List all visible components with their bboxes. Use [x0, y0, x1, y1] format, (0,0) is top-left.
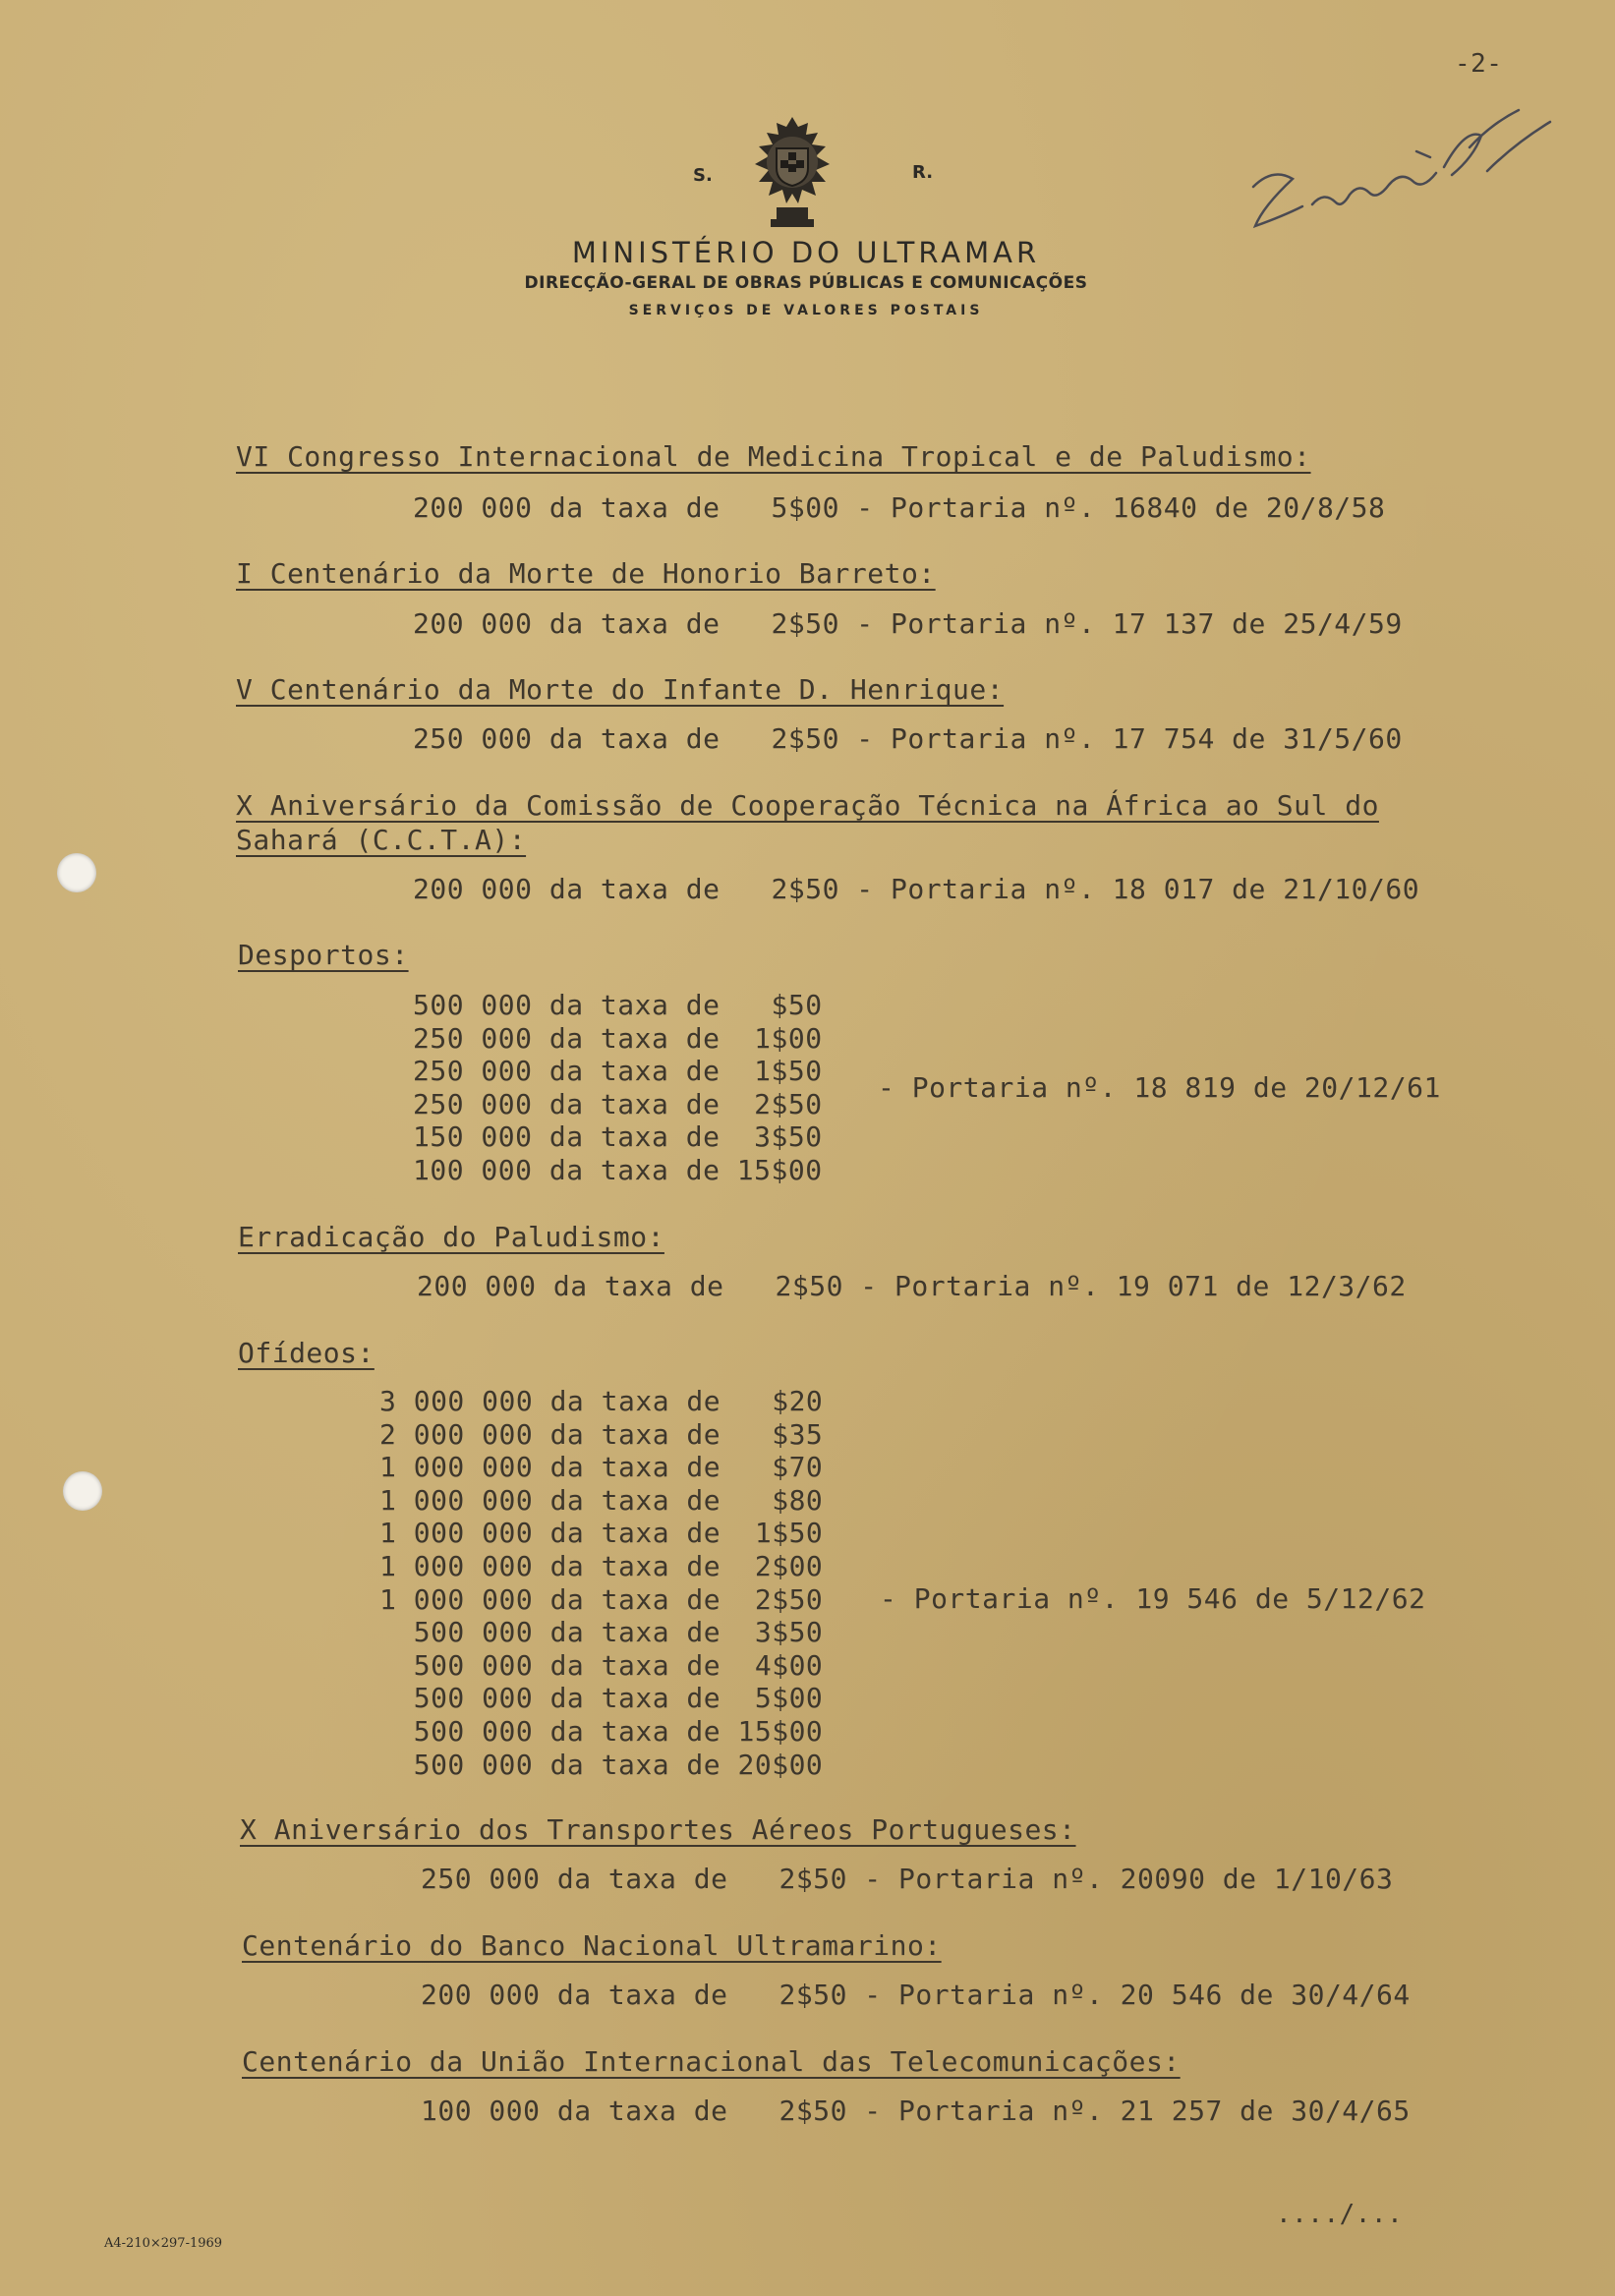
table-row: 3 000 000 da taxa de $20: [379, 1385, 824, 1417]
table-row: 500 000 da taxa de 4$00: [379, 1648, 824, 1682]
section-heading-uit: Centenário da União Internacional das Telecomunicações:: [242, 2045, 1181, 2078]
table-row: 100 000 da taxa de 15$00: [413, 1153, 823, 1186]
erradicacao-line: 200 000 da taxa de 2$50 - Portaria nº. 19 071 de 12/3/62: [417, 1270, 1407, 1302]
table-row: 500 000 da taxa de 15$00: [379, 1714, 824, 1748]
coat-of-arms-icon: [737, 113, 847, 235]
letterhead-right-letter: R.: [912, 162, 934, 183]
table-row: 150 000 da taxa de 3$50: [413, 1120, 823, 1154]
section-heading-bnu: Centenário do Banco Nacional Ultramarino:: [242, 1929, 942, 1962]
form-code: A4-210×297-1969: [104, 2236, 223, 2251]
section-line-congresso: 200 000 da taxa de 5$00 - Portaria nº. 16840 de 20/8/58: [413, 491, 1386, 524]
section-line-ccta: 200 000 da taxa de 2$50 - Portaria nº. 18 017 de 21/10/60: [413, 873, 1420, 905]
table-row: 1 000 000 da taxa de $80: [379, 1483, 824, 1517]
section-line-infante: 250 000 da taxa de 2$50 - Portaria nº. 17 754 de 31/5/60: [413, 722, 1403, 755]
punch-hole: [63, 1471, 102, 1511]
section-heading-honorio-barreto: I Centenário da Morte de Honorio Barreto:: [236, 557, 936, 590]
table-row: 1 000 000 da taxa de 2$00: [379, 1549, 824, 1582]
table-row: 1 000 000 da taxa de $70: [379, 1451, 824, 1484]
continuation-mark: ..../...: [1276, 2200, 1404, 2229]
direction-name: DIRECÇÃO-GERAL DE OBRAS PÚBLICAS E COMUNICAÇÕES: [524, 273, 1088, 293]
table-row: 250 000 da taxa de 1$50: [413, 1055, 823, 1088]
section-heading-tap: X Aniversário dos Transportes Aéreos Portugueses:: [240, 1813, 1076, 1846]
section-line-honorio-barreto: 200 000 da taxa de 2$50 - Portaria nº. 17 137 de 25/4/59: [413, 607, 1403, 640]
table-row: 1 000 000 da taxa de 2$50: [379, 1582, 824, 1616]
section-heading-ccta: X Aniversário da Comissão de Cooperação Técnica na África ao Sul do: [236, 789, 1379, 822]
section-line-bnu: 200 000 da taxa de 2$50 - Portaria nº. 20 546 de 30/4/64: [421, 1979, 1411, 2011]
table-row: 500 000 da taxa de 20$00: [379, 1748, 824, 1781]
punch-hole: [57, 853, 96, 892]
ministry-name: MINISTÉRIO DO ULTRAMAR: [571, 236, 1041, 269]
service-name: SERVIÇOS DE VALORES POSTAIS: [628, 303, 984, 318]
table-row: 1 000 000 da taxa de 1$50: [379, 1517, 824, 1550]
section-heading-congresso: VI Congresso Internacional de Medicina Tropical e de Paludismo:: [236, 440, 1311, 473]
table-row: 500 000 da taxa de $50: [413, 989, 823, 1021]
ofideos-portaria: - Portaria nº. 19 546 de 5/12/62: [880, 1582, 1426, 1615]
desportos-portaria: - Portaria nº. 18 819 de 20/12/61: [878, 1071, 1441, 1104]
table-row: 2 000 000 da taxa de $35: [379, 1417, 824, 1451]
section-line-uit: 100 000 da taxa de 2$50 - Portaria nº. 21 257 de 30/4/65: [421, 2095, 1411, 2127]
table-row: 500 000 da taxa de 5$00: [379, 1682, 824, 1715]
page-number: -2-: [1455, 49, 1503, 79]
ofideos-table: [379, 1385, 823, 1781]
letterhead: [442, 108, 1170, 324]
letterhead-left-letter: S.: [693, 165, 713, 186]
ofideos-heading: Ofídeos:: [238, 1337, 375, 1369]
erradicacao-heading: Erradicação do Paludismo:: [238, 1221, 664, 1253]
section-line-tap: 250 000 da taxa de 2$50 - Portaria nº. 20090 de 1/10/63: [421, 1863, 1394, 1895]
section-heading-infante: V Centenário da Morte do Infante D. Henrique:: [236, 673, 1005, 706]
section-heading-ccta-line2: Sahará (C.C.T.A):: [236, 824, 527, 856]
handwritten-signature: [1234, 88, 1568, 250]
table-row: 250 000 da taxa de 2$50: [413, 1087, 823, 1120]
table-row: 250 000 da taxa de 1$00: [413, 1021, 823, 1055]
table-row: 500 000 da taxa de 3$50: [379, 1616, 824, 1649]
desportos-heading: Desportos:: [238, 939, 409, 971]
desportos-table: [413, 989, 823, 1187]
